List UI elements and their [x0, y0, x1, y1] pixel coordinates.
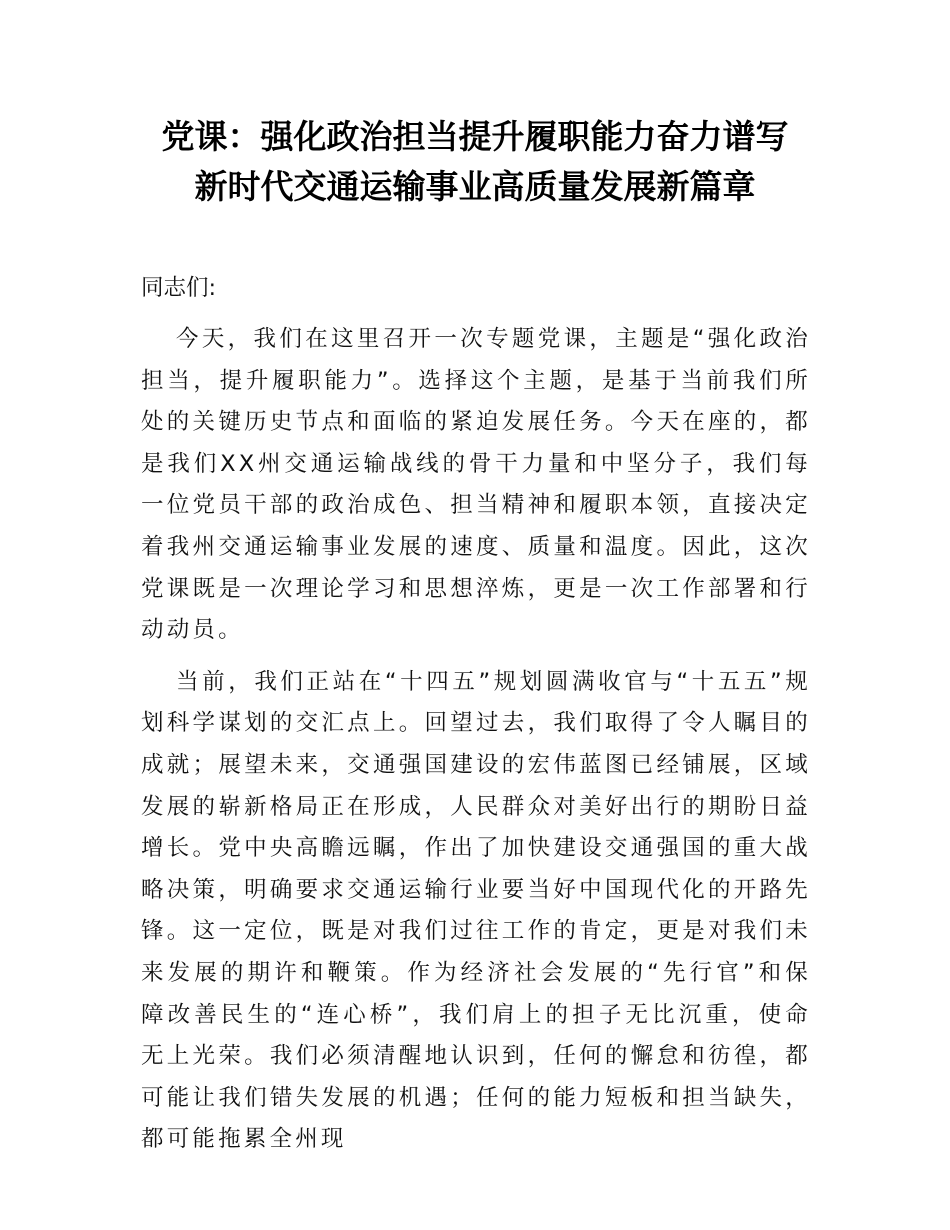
salutation: 同志们:	[141, 275, 217, 301]
document-title	[100, 112, 850, 212]
paragraph-1: 今天，我们在这里召开一次专题党课，主题是“强化政治担当，提升履职能力”。选择这个主题，是基于当前我们所处的关键历史节点和面临的紧迫发展任务。今天在座的，都是我们XX州交通运输战线的骨干力量和中坚分子，我们每一位党员干部的政治成色、担当精神和履职本领，直接决定着我州交通运输事业发展的速度、质量和温度。因此，这次党课既是一次理论学习和思想淬炼，更是一次工作部署和行动动员。	[141, 326, 811, 644]
title-line-2: 新时代交通运输事业高质量发展新篇章	[194, 167, 756, 206]
document-body	[141, 268, 811, 1161]
title-line-1: 党课：强化政治担当提升履职能力奋力谱写	[161, 117, 789, 156]
paragraph-2: 当前，我们正站在“十四五”规划圆满收官与“十五五”规划科学谋划的交汇点上。回望过去，我们取得了令人瞩目的成就；展望未来，交通强国建设的宏伟蓝图已经铺展，区域发展的崭新格局正在形成，人民群众对美好出行的期盼日益增长。党中央高瞻远瞩，作出了加快建设交通强国的重大战略决策，明确要求交通运输行业要当好中国现代化的开路先锋。这一定位，既是对我们过往工作的肯定，更是对我们未来发展的期许和鞭策。作为经济社会发展的“先行官”和保障改善民生的“连心桥”，我们肩上的担子无比沉重，使命无上光荣。我们必须清醒地认识到，任何的懈怠和彷徨，都可能让我们错失发展的机遇；任何的能力短板和担当缺失，都可能拖累全州现	[141, 668, 811, 1153]
